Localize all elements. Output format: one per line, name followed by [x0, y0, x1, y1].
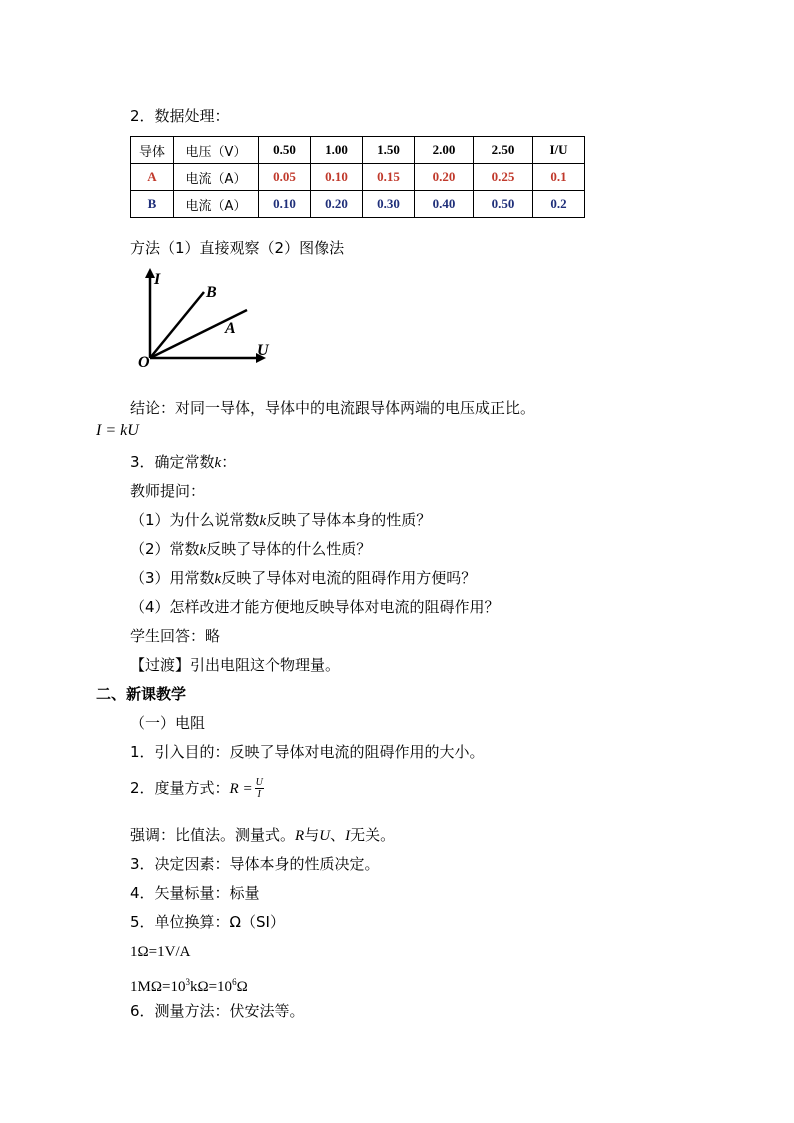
table-row-a [131, 164, 585, 191]
emphasis-r: R [295, 828, 305, 844]
item-2-r: R = [229, 781, 253, 797]
data-table [130, 136, 585, 218]
item-1: 1．引入目的：反映了导体对电流的阻碍作用的大小。 [130, 743, 485, 761]
question-2-prefix: （2）常数 [130, 540, 200, 558]
section-3-title [130, 452, 236, 473]
iu-graph [130, 268, 290, 372]
method-line: 方法（1）直接观察（2）图像法 [130, 239, 345, 257]
item-5: 5．单位换算：Ω（SI） [130, 913, 285, 931]
question-1-suffix: 反映了导体本身的性质？ [266, 511, 432, 529]
item-2-prefix: 2．度量方式： [130, 779, 230, 797]
table-header-cell: 1.50 [363, 137, 415, 164]
unit-line-2-exp2: 6 [232, 977, 237, 987]
item-3: 3．决定因素：导体本身的性质决定。 [130, 855, 380, 873]
subsection-resistance: （一）电阻 [130, 714, 206, 732]
formula-i-ku: I = kU [96, 422, 139, 439]
question-2 [130, 539, 371, 560]
student-answer: 学生回答：略 [130, 627, 221, 645]
emphasis-line [130, 825, 395, 846]
table-header-cell: 0.50 [259, 137, 311, 164]
item-2-fraction [255, 777, 264, 800]
emphasis-prefix: 强调：比值法。测量式。 [130, 826, 296, 844]
question-2-var: k [199, 542, 207, 558]
table-header-cell: 导体 [131, 137, 174, 164]
table-cell-label: 电流（A） [174, 191, 259, 218]
line-a-label: A [225, 320, 236, 337]
question-3-prefix: （3）用常数 [130, 569, 215, 587]
question-1-prefix: （1）为什么说常数 [130, 511, 260, 529]
table-cell-label: 电流（A） [174, 164, 259, 191]
unit-line-2-c: Ω [236, 979, 248, 995]
table-header-row [131, 137, 585, 164]
question-2-suffix: 反映了导体的什么性质？ [206, 540, 372, 558]
teacher-question-label: 教师提问： [130, 482, 206, 500]
table-cell-value: 0.05 [259, 164, 311, 191]
item-4: 4．矢量标量：标量 [130, 884, 260, 902]
question-1-var: k [259, 513, 267, 529]
x-axis-label: U [257, 342, 269, 359]
table-row-b [131, 191, 585, 218]
table-cell-value: 0.30 [363, 191, 415, 218]
table-header-cell: 2.50 [474, 137, 533, 164]
unit-line-2-a: 1MΩ=10 [130, 979, 186, 995]
table-cell-value: 0.10 [259, 191, 311, 218]
table-header-cell: I/U [533, 137, 585, 164]
question-4: （4）怎样改进才能方便地反映导体对电流的阻碍作用？ [130, 598, 500, 616]
table-cell-value: 0.2 [533, 191, 585, 218]
unit-line-2 [130, 972, 248, 997]
table-header-cell: 1.00 [311, 137, 363, 164]
fraction-numerator: U [255, 777, 263, 788]
table-cell-value: 0.40 [415, 191, 474, 218]
item-6: 6．测量方法：伏安法等。 [130, 1002, 305, 1020]
question-3-var: k [214, 571, 222, 587]
question-3 [130, 568, 476, 589]
table-cell-value: 0.50 [474, 191, 533, 218]
transition: 【过渡】引出电阻这个物理量。 [130, 656, 341, 674]
table-cell-value: 0.15 [363, 164, 415, 191]
section-2-label: 2．数据处理： [130, 107, 230, 125]
y-axis-label: I [154, 271, 161, 288]
unit-line-2-exp1: 3 [185, 977, 190, 987]
part-2-heading: 二、新课教学 [96, 685, 187, 703]
table-header-cell: 电压（V） [174, 137, 259, 164]
item-2 [130, 771, 264, 806]
table-cell-conductor: B [131, 191, 174, 218]
unit-line-2-b: kΩ=10 [189, 979, 233, 995]
section-3-title-prefix: 3．确定常数 [130, 453, 215, 471]
line-b [150, 292, 204, 358]
table-cell-value: 0.25 [474, 164, 533, 191]
origin-label: O [138, 354, 150, 371]
emphasis-i: I [345, 828, 351, 844]
emphasis-suffix: 无关。 [350, 826, 396, 844]
section-3-title-suffix: ： [221, 453, 237, 471]
section-3-title-var: k [214, 455, 222, 471]
fraction-denominator: I [257, 789, 261, 800]
table-cell-value: 0.20 [415, 164, 474, 191]
line-b-label: B [206, 284, 217, 301]
table-cell-value: 0.20 [311, 191, 363, 218]
table-cell-conductor: A [131, 164, 174, 191]
conclusion: 结论：对同一导体，导体中的电流跟导体两端的电压成正比。 [130, 399, 536, 417]
table-cell-value: 0.1 [533, 164, 585, 191]
table-cell-value: 0.10 [311, 164, 363, 191]
emphasis-mid: 与 [304, 826, 320, 844]
emphasis-sep: 、 [330, 826, 346, 844]
unit-line-1: 1Ω=1V/A [130, 944, 191, 960]
table-header-cell: 2.00 [415, 137, 474, 164]
emphasis-u: U [319, 828, 331, 844]
question-3-suffix: 反映了导体对电流的阻碍作用方便吗？ [221, 569, 477, 587]
question-1 [130, 510, 431, 531]
